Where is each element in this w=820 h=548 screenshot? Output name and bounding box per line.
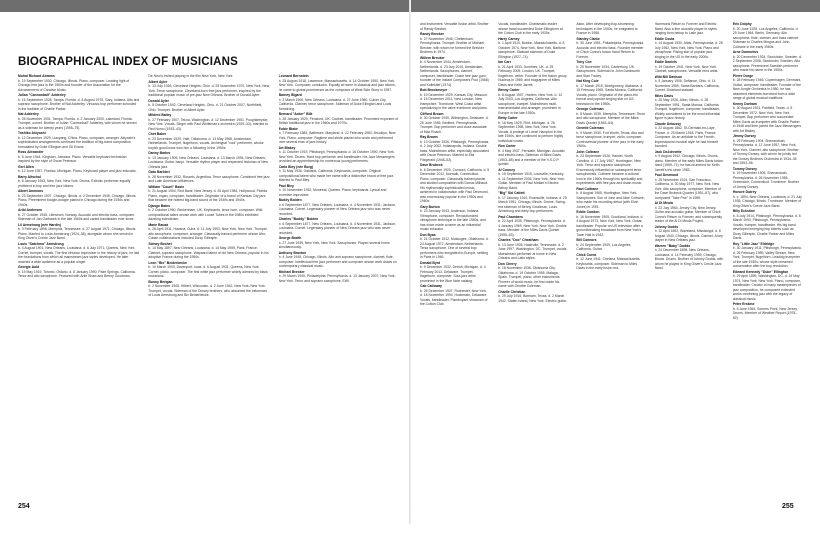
index-entry [498,215,567,238]
musician-bio: b. 29 March 1949, Philadelphia, Pennsylvania. d. 13 January 2007, New York, New York. Tenor and soprano saxophone, EWI. [278,274,396,283]
musician-name: Carla Bley (née Borg) [278,164,314,169]
index-column [576,22,645,496]
musician-bio: b. 20 December 1924, Stockholm, Sweden. d. 2 September 2008, Stockholm, Sweden. Alto saxophone. Preeminent Swedish performer who made his name in the 1950s. [732,54,802,72]
musician-name: Betty Carter [498,116,518,120]
index-entry [279,127,400,145]
index-entry [655,94,724,121]
musician-bio: b. 6 January 1943, New York, New York. Drums. Eclectic performer equally proficient in bop and free jazz idioms. [18,179,131,188]
musician-bio: b. 27 February 1907, Tekoa, Washington. d. 12 December 1951, Poughkeepsie, New York. Vocals. Singer with Paul Whiteman's orchestra (1929–33); married to Red Norvo (1933–43). [148,117,269,131]
musician-bio: b. 24 September 1949, Los Angeles, California. Guitar. [576,242,632,251]
musician-name: Claude Debussy [654,121,681,126]
musician-bio: b. 27 October 1945, Lillestrom, Norway. Acoustic and electric bass, composer. Sideman of Jan Garbarek in the late 1960s and varied bandleader ever since. [18,212,135,221]
musician-bio: b. 19 December 1929, Kansas City, Missouri. d. 15 December 2011, New London, New Hampshire. Trombone. West Coast artist specializing in the valve trombone and piano. [420,92,488,110]
musician-name: Buddy Bolden [278,198,302,202]
musician-bio: b. 22 August 1862, St-Germain-en-Laye, France. d. 25 March 1918, Paris, France. Composer. As an antidote to the French Impressionist musical style he had himself founded. [654,126,718,148]
index-entry [420,88,489,111]
musician-bio: b. 8 August 1907, Harlem, New York. d. 12 July 2003, Los Angeles, California. Alto saxophone, trumpet. Mainstream multi-instrumentalist and arranger, prominent in Europe in the late 1930s. [498,92,563,115]
musician-name: Don Cherry [498,261,517,266]
index-entry [18,165,139,174]
musician-name: Paul Chambers [498,214,523,219]
musician-bio: b. 6 June 1944, Kingston, Jamaica. Piano. Versatile keyboard technician inspired by the style of Oscar Peterson. [18,154,127,163]
index-entry [733,302,802,320]
index-entry [655,244,724,271]
musician-bio: b. 3 March 1906, New Orleans, Louisiana. d. 27 June 1980, Culver City, California. Clarinet, tenor saxophone. Sideman of Duke Ellington and Louis Armstrong. [278,97,392,111]
musician-bio: b. 21 April 1933, Dumfries, UK. d. 25 February 2009, London, UK. Trumpet, flugelhorn, writer. Founder of the fusion group Nucleus in 1969, and biographer of Miles Davis and Keith Jarrett. [498,64,567,87]
musician-bio: b. 10 November 1932, Montreal, Quebec. Piano, keyboards. Lyrical and inventive improviser. [278,188,387,197]
musician-bio: b. 30 October 1930, Wilmington, Delaware. d. 26 June 1956, Bedford, Pennsylvania. Trumpet. Bop performer and close associate of Max Roach. [420,116,489,134]
musician-name: Chick Corea [576,252,597,257]
index-entry [18,208,139,222]
index-entry [148,223,269,241]
musician-bio: b. 12 June 1941, Chelsea, Massachusetts. Keyboards, composer. Sideman to Miles Davis in the early fusion era. [576,257,641,270]
musician-bio: b. 29 November 1934, Canterbury, UK. Saxophones. Sideman to John Dankworth and Stan Tracey. [576,64,640,78]
musician-bio: b. 17 March 1919, Montgomery, Alabama. d. 15 February 1965, Santa Monica, California. Vocals, piano. Originator of the piano-trio format and popular singing star on US television in the 1950s. [576,83,644,106]
musician-bio: b. 6 September 1877, New Orleans, Louisiana. d. 4 November 1931, Jackson, Louisiana. Cornet. Legendary pioneer of New Orleans jazz who was never recorded. [278,202,397,216]
musician-name: Mildred Bailey [148,113,172,117]
index-entry [655,60,724,74]
index-entry [148,280,269,298]
index-entry [279,198,400,216]
musician-name: Albert Ayler [148,79,168,84]
index-entry [498,144,567,167]
index-entry [498,168,567,191]
index-entry [576,107,645,125]
musician-bio: b. 27 June 1939, New York, New York. Saxophones. Played several horns simultaneously. [278,240,390,249]
index-entry [655,37,724,60]
musician-name: Don Byas [420,232,436,237]
index-column [655,22,724,496]
musician-name: Stanley Clarke [576,36,600,41]
musician-bio: b. 4 August 1901, New Orleans, Louisiana. d. 6 July 1971, Queens, New York. Cornet, trumpet, vocals. The first virtuoso improviser in the history of jazz, he laid the foundations from which all mainstream jazz styles developed. He later reached a wide audience as a popular singer. [18,246,140,264]
musician-bio: b. 8 July 1914, Pittsburgh, Pennsylvania. d. 8 March 1993, Pittsburgh, Pennsylvania. Vocals, trumpet, bandleader. His big band developed emerging bop talents such as Dizzy Gillespie, Charlie Parker and Miles Davis. [732,213,801,240]
musician-name: Bob Brookmeyer [420,88,448,92]
musician-name: Danny Barker [148,151,171,155]
musician-name: George Braith [278,236,302,240]
musician-name: George Coleman [576,107,604,111]
index-entry [498,116,567,143]
musician-name: Wild Bill Davison [654,74,683,79]
index-entry [576,37,645,60]
index-entry [733,209,802,241]
musician-name: Django Bates [148,203,170,208]
musician-name: Cab Calloway [420,284,443,288]
musician-bio: b. 12 June 1957, Pontiac, Michigan. Piano. Keyboard player and jazz educator. [18,169,137,173]
musician-name: William "Count" Basie [148,184,185,189]
musician-name: Georgie Auld [18,265,40,269]
musician-bio: b. 5 January 1906, Defiance, Ohio. d. 14 November 1989, Santa Barbara, California. Cornet. Dixieland stalwart. [654,79,720,92]
musician-name: Ray Brown [420,135,438,139]
musician-name: Nat King Cole [576,79,599,83]
musician-name: Bunny Berigan [148,279,173,284]
musician-bio: b. 13 June 1905, Nashville, Tennessee. d. 2 June 1997, Washington, DC. Trumpet, vocals. Mainstream performer at home in New Orleans and Latin styles. [498,242,568,260]
index-entry [18,242,139,265]
musician-bio: b. 15 September 1915, Louisville, Kentucky. d. 11 September 2005, New York, New York. Guitar. Member of Paul Motian's Electric Bebop Band. [498,172,565,190]
index-entry [420,163,489,204]
index-entry [18,175,139,189]
musician-bio: b. 16 May 1929, Flint, Michigan. d. 26 September 1998, New York, New York. Vocals. A protégé of Lionel Hampton in the late 1940s, she continued to perform highly individual vocals. [498,120,564,143]
musician-name: Peter Erskine [732,302,755,306]
musician-name: Chet Baker [148,132,167,136]
musician-name: Clifford Brown [420,111,444,116]
musician-bio: b. 3 February 1898, Memphis, Tennessee. d. 27 August 1971, Chicago, Illinois. Piano. Married to Louis Armstrong (1924–38), alongside whom she served in King Oliver's Creole Jazz Band. [18,227,137,240]
musician-bio: b. 2 November 1908, Hilbert, Wisconsin. d. 2 June 1942, New York, New York. Trumpet, vocals. Sideman of the Dorsey brothers, who absorbed the influences of Louis Armstrong and Bix Beiderbecke. [148,284,268,297]
musician-name: Bernard "Acker" Bilk [278,112,313,116]
index-entry [655,173,724,200]
musician-name: Geri Allen [18,164,34,169]
index-entry [279,270,400,284]
musician-name: Donald Ayler [148,98,169,103]
index-entry [576,210,645,237]
index-entry [733,242,802,269]
musician-name: Harry Carney [498,36,520,41]
index-entry [279,93,400,111]
index-entry [655,75,724,93]
musician-name: Charlie Christian [498,289,526,294]
index-entry [279,217,400,235]
index-entry [655,225,724,243]
musician-name: Jack DeJohnette [654,149,682,154]
index-entry [576,79,645,106]
musician-bio: b. 27 November 1945, Cheltenham, Pennsylvania. Trumpet. Brother of Michael Brecker, with whom he formed the Brecker Brothers in 1974. [420,36,484,54]
index-entry [279,236,400,250]
musician-bio: b. 10 March 1903, Davenport, Iowa. d. 6 August 1931, Queens, New York. Cornet, piano, composer. The first white jazz performer widely admired by black musicians. [148,265,268,278]
musician-bio: b. 5 June 1954, Somers Point, New Jersey. Drums. Member of Weather Report (1978–82). [732,306,798,320]
musician-bio: b. 21 October 1912, Muskogee, Oklahoma. d. 24 August 1972, Amsterdam, Netherlands. Tenor saxophone. One of several bop performers who emigrated to Europe, settling in Paris in 1946. [420,237,489,259]
musician-bio: b. 28 January 1929, Pensford, UK. Clarinet, bandleader. Prominent exponent of British traditional jazz in the 1960s and 1970s. [278,116,398,125]
musician-name: Marie Bauzá [148,222,169,227]
index-entry [576,150,645,186]
musician-bio: b. 16 November 1905, Goodland, Indiana. d. 4 August 1973, New York, New York. Guitar, bandleader. Popular on US television after a groundbreaking broadcast from New York's Town Hall in 1942. [576,214,644,237]
page-number-left: 254 [18,503,30,510]
musician-bio: b. 8 March 1935, Memphis, Tennessee. Tenor and alto saxophone. Member of the Miles Davis Quintet (1963–64). [576,111,646,125]
index-column [279,74,400,548]
musician-name: Tommy Dorsey [732,166,758,171]
index-entry [733,167,802,190]
index-entry [18,131,139,149]
index-entry [18,150,139,164]
index-entry [498,60,567,87]
musician-name: Paul Desmond [654,173,679,177]
index-entry [18,74,139,92]
musician-bio: b. 2 October 1960, Beckenham, UK. Keyboards, tenor horn, composer. Wild compositional talent whose work with Loose Tubes in the 1980s exhibited dazzling eclecticism. [148,208,263,221]
index-entry [576,60,645,78]
musician-name: Willem Breuker [420,55,445,60]
index-entry [148,74,269,79]
index-entry [420,135,489,162]
musician-name: Nat Adderley [18,112,39,116]
musician-name: Michael Brecker [278,269,305,274]
index-entry [420,32,489,55]
musician-name: Charles "Doc" Cheatham [498,238,539,242]
musician-name: Dave Brubeck [420,163,443,167]
musician-bio: b. 19 May 1919, Toronto, Ontario. d. 8 January 1990, Palm Springs, California. Tenor and alto saxophone. Featured with Artie Shaw and Benny Goodman. [18,269,136,278]
index-entry [18,112,139,130]
index-entry [148,80,269,98]
musician-bio: De Nino's invited playing in the film New York, New York. [148,74,234,78]
musician-name: Lil Armstrong (née Hardin) [18,222,61,227]
musician-name: Julian "Cannonball" Adderley [18,93,66,97]
musician-bio: b. 14 August 1930, Atlas, Pennsylvania. d. 28 July 1962, New York, New York. Piano and vibraphone. Rising star of popular jazz singing in the US in the early 2000s. [654,41,723,59]
index-entry [279,112,400,126]
musician-bio: b. 6 August 1965, Huntington, New York. Saxophones. Son of John and Alice Coltrane, who made his recording debut (with Elvin Jones) in 1991. [576,191,645,209]
musician-bio: b. 29 February 1904, Shenandoah, Pennsylvania. d. 12 June 1957, New York, New York. Clarinet, alto saxophone. Brother of Tommy Dorsey, with whom he jointly led the Dorsey Brothers Orchestra in 1934–35 and 1953–56. [732,138,799,165]
left-page-columns [18,74,400,548]
musician-bio: b. 13 October 1926, Pittsburgh, Pennsylvania. d. 2 July 2002, Indianapolis, Indiana. Double bass. Mainstream artist, especially associated with Oscar Peterson. Married to Ella Fitzgerald (1948–52). [420,139,490,162]
index-entry [279,251,400,269]
musician-name: Gary Burton [420,204,440,209]
musician-name: Al Cooney [498,167,515,172]
index-entry [18,93,139,111]
musician-name: Al Di Meola [654,201,673,205]
musician-bio: b. 19 November 1905, Shenandoah, Pennsylvania. d. 26 November 1956, Greenwich, Connecticut. Trombone. Brother of Jimmy Dorsey. [732,171,799,189]
page-number-right: 255 [782,503,794,510]
musician-name: Eubie Blake [278,126,298,131]
musician-bio: b. c. 1894, New Orleans, Louisiana. d. 21 July 1935, Chicago, Illinois. Trombone. Member of King Oliver's Creole Jazz Band. [732,194,802,208]
musician-bio: b. 21 August 1904, Red Bank, New Jersey. d. 26 April 1984, Hollywood, Florida. Piano, organ, composer, bandleader. Originator of a brand of Kansas City jazz that became the hottest big-band sound of the 1930s and 1940s. [148,189,268,202]
musician-name: Toshiko Akiyoshi [18,131,46,135]
musician-bio: b. 4 June 1945, Chicago, Illinois. Alto and soprano saxophone, clarinet, flute, composer. Intellectual free jazz performer and composer whose work draws on contemporary classical music. [278,255,397,268]
index-entry [655,150,724,173]
musician-name: Eddie Costa [654,36,675,41]
musician-bio: b. 9 August 1942, Chicago, Illinois. Drums, piano. Member of the early Miles Davis fusion band (1969–71); he has drummed for Keith Jarrett's trio since 1983. [654,154,724,172]
musician-name: Jimmy Dorsey [732,134,756,138]
book-gutter [409,0,411,524]
musician-bio: b. 25 November 1931, Tampa, Florida. d. 2 January 2000, Lakeland, Florida. Trumpet, cornet. Brother of Julian "Cannonball" Adderley, with whom he served as a sideman for twenty years (1955–75). [18,116,137,130]
musician-bio: b. 7 February 1883, Baltimore, Maryland. d. 12 February 1983, Brooklyn, New York. Piano, composer. Ragtime and stride pianist who wrote and performed over several eras of jazz history. [278,131,396,144]
index-entry [148,204,269,222]
musician-bio: b. 28 April 1911, Havana, Cuba. d. 11 July 1993, New York, New York. Trumpet, alto saxophone, composer, arranger. Classically trained performer whose Afro-Cuban collaborations included Dizzy Gillespie. [148,227,268,240]
musician-bio: b. 12 December 1929, Liaoyang, China. Piano, composer, arranger. Akiyoshi's sophisticated arrangements continued the tradition of big-band composition formulated by Duke Ellington and Gil Evans. [18,135,136,149]
index-entry [733,270,802,302]
musician-bio: b. 11 May 1936, Oakland, California. Keyboards, composer. Original compositional talent who made her name with a distinctive brand of free jazz. Married to Paul Bley. [278,169,395,182]
musician-name: Randy Brecker [420,32,444,36]
index-entry [498,191,567,214]
musician-name: Arne Domnérus [732,50,759,54]
musician-bio: b. 20 June 1928, Los Angeles, California. d. 29 June 1964, Berlin, Germany. Alto saxophone, flute, clarinet, and bass clarinet. Sideman to Charles Mingus and John Coltrane in the early 1960s. [732,26,799,49]
index-entry [148,113,269,131]
index-entry [420,261,489,284]
musician-bio: b. 29 April 1899, Washington, DC. d. 24 May 1974, New York, New York. Piano, composer, bandleader. Creator of many masterpieces of jazz composition, he composed extended works combining jazz with the legacy of classical music. [732,274,801,301]
musician-name: Donald Byrd [420,260,441,265]
musician-name: Warren "Baby" Dodds [654,243,691,248]
musician-bio: b. 4 May 1937, Ferndale, Michigan. Acoustic and electric bass. Sideman of Miles Davis (1963–68) and a member of the V.S.O.P. quintet. [498,148,565,166]
musician-name: Tony Coe [576,60,592,64]
musician-name: Benny Carter [498,88,520,92]
musician-bio: b. 9 December 1932, Detroit, Michigan. d. 4 February 2013, Delaware. Trumpet, flugelhorn, composer. Soul-jazz artist prominent in the Blue Note catalog. [420,265,486,283]
musician-name: Kenny Dorham [732,101,757,106]
musician-bio: b. 25 August 1918, Lawrence, Massachusetts. d. 14 October 1990, New York, New York. Composer, conductor. Equally at home in classical and jazz idioms, he came to global prominence as the composer of West Side Story in 1957. [278,78,396,92]
musician-bio: Vocals, bandleader. Charismatic leader whose band succeeded Duke Ellington's at the Cotton Club in the early 1930s. [498,22,563,35]
musician-name: Sidney Bechet [148,241,172,246]
musician-name: "Big" Sid Catlett [498,191,525,195]
index-entry [148,261,269,279]
index-entry [576,126,645,149]
index-entry [733,134,802,166]
musician-name: Ravi Coltrane [576,186,599,191]
index-entry [576,238,645,252]
index-entry [576,22,645,36]
musician-bio: b. 5 October 1942, Cleveland Heights, Ohio. d. 21 October 2007, Northfield, Ohio. Trumpet. Brother of Albert Ayler. [148,103,263,112]
musician-name: Eric Dolphy [732,22,752,26]
musician-bio: b. 24 December 1898, New Orleans, Louisiana. d. 14 February 1959, Chicago, Illinois. Drums. Brother of Johnny Dodds, with whom he played in King Oliver's Creole Jazz Band. [654,248,724,270]
musician-bio: b. 30 January 1911, Pittsburgh, Pennsylvania. d. 26 February 1989, Valley Stream, New York. Trumpet, flugelhorn. Leading trumpeter of the late 1930s, whose style remained conservative after the bop revolution. [732,246,802,268]
index-entry [279,146,400,164]
musician-name: Ross Alexander [18,150,44,154]
musician-bio: b. 23 January 1943, Anderson, Indiana. Vibraphone, composer. Revolutionized vibraphone technique in the late 1960s, and has since made a name as an influential music educator. [420,209,486,231]
musician-name: Barney Bigard [278,93,302,97]
musician-name: Leonard Bernstein [278,74,309,78]
musician-name: Edward Kennedy "Duke" Ellington [732,269,789,274]
index-entry [18,189,139,207]
musician-name: Barry Altschul [18,174,42,179]
right-page-columns [420,22,802,496]
musician-name: Gato Barbieri [148,170,170,174]
index-entry [733,190,802,208]
index-entry [279,184,400,198]
index-column [148,74,269,548]
musician-name: Charles "Buddy" Bolden [278,217,319,221]
musician-bio: b. 19 September 1930, Chicago, Illinois. Piano, composer. Leading light of Chicago free jazz in the 1960s and founder of the Association for the Advancement of Creative Music. [18,78,130,92]
musician-name: Albert Ammons [18,189,44,193]
index-entry [733,50,802,73]
musician-bio: b. 30 June 1951, Philadelphia, Pennsylvania. Acoustic and electric bass. Founder member of Chick Corea's fusion band Return to Forever. [576,41,645,59]
index-entry [498,22,567,36]
musician-bio: b. 29 July 1916, Bonham, Texas. d. 2 March 1942, Staten Island, New York. Electric guitar. [498,294,567,303]
musician-name: Pierre Dorge [732,73,754,78]
musician-bio: b. 23 September 1907, Chicago, Illinois. d. 2 December 1949, Chicago, Illinois. Piano. Preeminent boogie-woogie pianist in Chicago during the 1930s and 1940s. [18,193,137,207]
index-heading: BIOGRAPHICAL INDEX OF MUSICIANS [18,56,239,68]
musician-bio: b. 6 September 1877, New Orleans, Louisiana. d. 4 November 1931, Jackson, Louisiana. Cornet. Legendary pioneer of New Orleans jazz who was never recorded. [278,221,397,235]
index-entry [148,242,269,260]
musician-bio: Hammond Return to Forever and Elektric Band. Also a fine acoustic player in styles ranging from bebop to Latin jazz. [654,22,717,35]
musician-bio: b. 17 January 1910, Evansville, Indiana. d. 25 March 1951, Chicago, Illinois. Drums. Swing-era sideman of Benny Goodman, Louis Armstrong and early bop performers. [498,195,567,213]
musician-name: Ornette Coleman [576,126,604,130]
left-page [18,22,400,496]
musician-bio: b. 25 November 1924, San Francisco, California. d. 30 May 1977, New York, New York. Alto saxophone, composer. Member of the Dave Brubeck Quartet (1951–67), who composed "Take Five" in 1959. [654,177,722,200]
index-entry [576,187,645,210]
index-entry [148,99,269,113]
musician-bio: b. 9 March 1930, Fort Worth, Texas. Alto and tenor saxophone, trumpet, violin, composer. Controversial pioneer of free jazz in the early 1960s. [576,130,644,148]
musician-bio: b. 13 January 1909, New Orleans, Louisiana. d. 13 March 1994, New Orleans, Louisiana. Guitar, banjo. Versatile rhythm player and respected historian of New Orleans jazz. [148,155,269,169]
index-entry [655,22,724,36]
musician-bio: b. 15 September 1928, Tampa, Florida. d. 8 August 1975, Gary, Indiana. Alto and soprano saxophone. Brother of Nat Adderley. Virtuosic bop performer schooled in the tradition of Charlie Parker. [18,97,140,111]
musician-name: Billy Eckstine [732,209,755,213]
index-column [498,22,567,496]
musician-name: Honoré Dutrey [732,190,757,194]
musician-bio: b. 18 November 1936, Oklahoma City, Oklahoma. d. 19 October 1995, Malaga, Spain. Trumpet, piano, other instruments. Pioneer of world music, he first made his name with Ornette Coleman. [498,266,561,288]
index-entry [733,74,802,101]
musician-bio: b. 23 September 1926, Hamlet, North Carolina. d. 17 July 1967, Huntington, New York. Tenor and soprano saxophone. Enormously influential on subsequent tenor saxophonists, Coltrane became a cultural icon in the 1960s through his spirituality and experiments with free jazz and Asian music. [576,154,643,185]
musician-bio: b. 28 February 1946, Copenhagen, Denmark. Guitar, composer, bandleader. Founder of the New Jungle Orchestra in 1980, he has absorbed elements borrowed from a wide range of global musical traditions. [732,78,802,100]
index-entry [498,88,567,115]
musician-bio: b. 14 May 1897, New Orleans, Louisiana. d. 14 May 1959, Paris, France. Clarinet, soprano saxophone. Wayward talent of old New Orleans, popular in his adoptive France during the 1950s. [148,246,269,259]
musician-bio: b. 25 December 1907, Rochester, New York. d. 18 November 1994, Hockessin, Delaware. Vocals, bandleader. Flamboyant showman of the Cotton Club. [420,288,488,306]
musician-name: Eddie Condon [576,210,600,214]
musician-bio: b. 23 December 1929, Yale, Oklahoma. d. 13 May 1988, Amsterdam, Netherlands. Trumpet, flugelhorn, vocals. Archetypal "cool" performer, whose boyish good looks won him a following in the 1950s. [148,136,264,150]
index-entry [18,265,139,279]
index-entry [420,205,489,232]
musician-bio: b. 4 November 1944, Amsterdam, Netherlands. d. 23 July 2010, Amsterdam, Netherlands. Saxophones, clarinet, composer, bandleader. Dutch free jazz guru, founder of the Instant Composers Pool (1968) and Kollektief (1974). [420,60,489,87]
musician-name: John Coltrane [576,149,600,154]
index-entry [498,37,567,60]
musician-bio: b. 22 July 1954, Jersey City, New Jersey. Guitar and acoustic guitar. Member of Chick Corea's Return to Forever, and subsequently leader of the Al Di Meola Project. [654,205,722,223]
musician-name: Leon "Bix" Beiderbecke [148,260,187,265]
index-entry [498,238,567,261]
musician-name: Muhal Richard Abrams [18,74,55,78]
right-page [420,22,802,496]
index-column [420,22,489,496]
musician-bio: b. 11 October 1919, Pittsburgh, Pennsylvania. d. 16 October 1990, New York, New York. Drums. Hard bop performer and bandleader. His Jazz Messengers provided an apprenticeship for numerous young performers. [278,150,395,163]
musician-name: Roy "Little Jazz" Eldridge [732,241,775,246]
musician-bio: b. 30 August 1924, Fairfield, Texas. d. 5 December 1972, New York, New York. Trumpet. Bop performer who succeeded Miles Davis as trumpeter with Charlie Parker in 1948 and then joined the Jazz Messengers with Art Blakey. [732,106,802,133]
index-entry [148,151,269,169]
musician-name: Art Blakey [278,145,296,150]
index-column [733,22,802,496]
musician-bio: b. 1 April 1910, Boston, Massachusetts. d. 8 October 1974, New York, New York. Baritone saxophone. Stalwart sideman of Duke Ellington (1927–74). [498,41,566,59]
musician-bio: b. 13 July 1936, Cleveland Heights, Ohio. d. 25 November 1970, New York, New York. Tenor saxophone. Cleveland-born free jazz performer, inspired by the traditional popular music of pre-jazz New Orleans. Brother of Donald Ayler. [148,84,270,97]
musician-bio: b. 6 December 1920, Concord, California. d. 5 December 2012, Norwalk, Connecticut. Piano, composer. Classically trained pianist and studied composition with Darius Milhaud. His rhythmically sophisticated music, achieved in collaboration with Paul Desmond, was enormously popular in the 1950s and 1960s. [420,167,490,203]
index-entry [420,233,489,260]
index-entry [498,262,567,289]
musician-name: Paul Bley [278,183,294,188]
index-entry [733,22,802,49]
index-entry [576,253,645,271]
musician-name: Johnny Dodds [654,224,679,229]
musician-bio: Astor. After developing bop-strumming techniques in the 1940s, he emigrated to France in 1956. [576,22,638,35]
musician-bio: b. 28 November 1932, Rosario, Argentina. Tenor saxophone. Combined free jazz and Latin American influences. [148,174,270,183]
index-entry [420,112,489,135]
musician-bio: b. 19 October 1941, New York, New York. Clarinet, saxophones. Versatile reed artist. [654,64,719,73]
index-entry [498,290,567,304]
index-entry [733,102,802,134]
index-entry [148,132,269,150]
musician-name: Anthony Braxton [278,250,307,255]
index-entry [420,284,489,307]
index-entry [655,201,724,224]
index-entry [18,223,139,241]
index-entry [148,170,269,184]
index-entry [420,22,489,31]
musician-bio: b. 12 April 1892, Waveland, Mississippi. d. 8 August 1940, Chicago, Illinois. Clarinet. A key player in New Orleans jazz. [654,229,723,242]
musician-name: Ron Carter [498,144,516,148]
index-entry [655,122,724,149]
musician-bio: and instrument. Versatile fusion artist. Brother of Randy Brecker. [420,22,489,31]
index-column [18,74,139,548]
index-entry [420,56,489,88]
musician-name: Miles Davis [654,93,674,98]
musician-name: Arild Andersen [18,208,43,212]
musician-bio: b. 26 May 1926, Alton, Illinois. d. 28 September 1991, Santa Monica, California. Trumpet, flugelhorn, composer, bandleader. Widely considered to be the most influential figure in jazz history. [654,98,721,120]
index-entry [148,185,269,203]
index-entry [279,165,400,183]
musician-bio: b. 22 April 1935, Pittsburgh, Pennsylvania. d. 4 January 1969, New York, New York. Double bass. Member of the Miles Davis Quintet (1955–63). [498,219,567,237]
musician-name: Louis "Satchmo" Armstrong [18,241,64,246]
musician-name: Eddie Daniels [654,60,677,64]
musician-name: Bill Connors [576,238,597,242]
musician-name: Ian Carr [498,60,512,64]
index-entry [279,74,400,92]
